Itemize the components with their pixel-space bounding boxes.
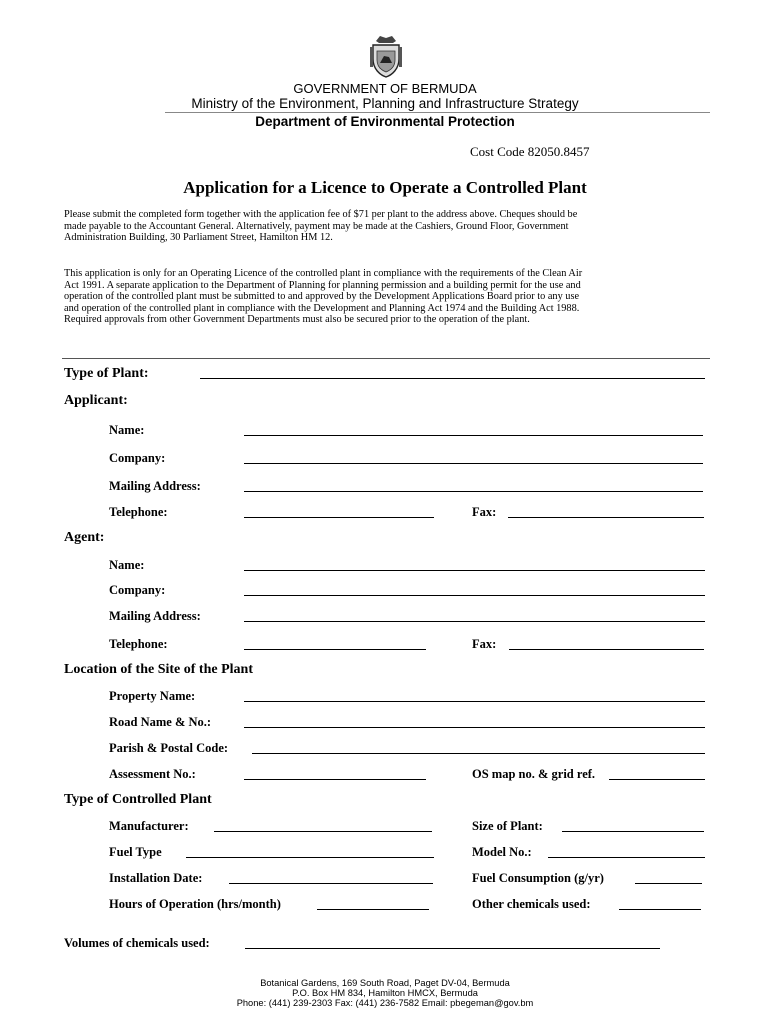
agent-fax-label: Fax:: [472, 637, 497, 651]
manufacturer-label: Manufacturer:: [109, 819, 189, 833]
volumes-field[interactable]: [245, 948, 660, 949]
cost-code: Cost Code 82050.8457: [470, 144, 590, 159]
model-no-label: Model No.:: [472, 845, 532, 859]
agent-mailing-label: Mailing Address:: [109, 609, 201, 623]
parish-postal-field[interactable]: [252, 753, 705, 754]
agent-telephone-label: Telephone:: [109, 637, 168, 651]
applicant-telephone-field[interactable]: [244, 517, 434, 518]
os-map-label: OS map no. & grid ref.: [472, 767, 596, 781]
fee-paragraph: Please submit the completed form together with the application fee of $71 per plant to the address above. Cheques should be made payable to the Accountant General. Alternatively, payment may be made at the Cashiers, Ground Floor, Government Administration Building, 30 Parliament Street, Hamilton HM 12.: [64, 209, 578, 244]
manufacturer-field[interactable]: [214, 831, 432, 832]
applicant-name-field[interactable]: [244, 435, 703, 436]
fuel-consumption-field[interactable]: [635, 883, 702, 884]
applicant-company-label: Company:: [109, 451, 166, 465]
location-heading: Location of the Site of the Plant: [64, 662, 253, 677]
footer-po-box: P.O. Box HM 834, Hamilton HMCX, Bermuda: [292, 988, 478, 998]
installation-date-label: Installation Date:: [109, 871, 203, 885]
ministry-title: Ministry of the Environment, Planning and Infrastructure Strategy: [191, 96, 579, 111]
header-divider: [165, 112, 710, 113]
type-of-plant-field[interactable]: [200, 378, 705, 379]
applicant-heading: Applicant:: [64, 393, 128, 408]
agent-heading: Agent:: [64, 530, 105, 545]
fuel-type-field[interactable]: [186, 857, 434, 858]
installation-date-field[interactable]: [229, 883, 433, 884]
scope-paragraph: This application is only for an Operating Licence of the controlled plant in compliance with the requirements of the Clean Air Act 1991. A separate application to the Department of Planning for planning permission and a building permit for the use and operation of the controlled plant must be submitted to and approved by the Development Applications Board prior to any use and operation of the controlled plant in compliance with the Development and Planning Act 1974 and the Building Act 1988. Required approvals from other Government Departments must also be secured prior to the operation of the plant.: [64, 268, 583, 326]
model-no-field[interactable]: [548, 857, 705, 858]
size-of-plant-label: Size of Plant:: [472, 819, 543, 833]
parish-postal-label: Parish & Postal Code:: [109, 741, 229, 755]
bermuda-coat-of-arms-icon: [366, 33, 406, 79]
fuel-consumption-label: Fuel Consumption (g/yr): [472, 871, 604, 885]
agent-telephone-field[interactable]: [244, 649, 426, 650]
form-divider: [62, 358, 710, 359]
applicant-fax-label: Fax:: [472, 505, 497, 519]
assessment-no-label: Assessment No.:: [109, 767, 196, 781]
volumes-label: Volumes of chemicals used:: [64, 936, 210, 950]
hours-of-operation-field[interactable]: [317, 909, 429, 910]
applicant-company-field[interactable]: [244, 463, 703, 464]
agent-mailing-field[interactable]: [244, 621, 705, 622]
other-chemicals-label: Other chemicals used:: [472, 897, 591, 911]
applicant-mailing-label: Mailing Address:: [109, 479, 201, 493]
size-of-plant-field[interactable]: [562, 831, 704, 832]
property-name-field[interactable]: [244, 701, 705, 702]
agent-company-field[interactable]: [244, 595, 705, 596]
agent-fax-field[interactable]: [509, 649, 704, 650]
property-name-label: Property Name:: [109, 689, 196, 703]
applicant-name-label: Name:: [109, 423, 145, 437]
road-name-label: Road Name & No.:: [109, 715, 212, 729]
form-title: Application for a Licence to Operate a Controlled Plant: [183, 178, 587, 197]
type-of-plant-label: Type of Plant:: [64, 366, 149, 381]
applicant-fax-field[interactable]: [508, 517, 704, 518]
applicant-mailing-field[interactable]: [244, 491, 703, 492]
footer-address: Botanical Gardens, 169 South Road, Paget DV-04, Bermuda: [260, 978, 510, 988]
agent-name-field[interactable]: [244, 570, 705, 571]
footer-contact: Phone: (441) 239-2303 Fax: (441) 236-7582 Email: pbegeman@gov.bm: [236, 998, 534, 1008]
road-name-field[interactable]: [244, 727, 705, 728]
agent-name-label: Name:: [109, 558, 145, 572]
department-title: Department of Environmental Protection: [255, 114, 515, 129]
fuel-type-label: Fuel Type: [109, 845, 162, 859]
agent-company-label: Company:: [109, 583, 166, 597]
controlled-plant-heading: Type of Controlled Plant: [64, 792, 212, 807]
assessment-no-field[interactable]: [244, 779, 426, 780]
other-chemicals-field[interactable]: [619, 909, 701, 910]
os-map-field[interactable]: [609, 779, 705, 780]
applicant-telephone-label: Telephone:: [109, 505, 168, 519]
hours-of-operation-label: Hours of Operation (hrs/month): [109, 897, 281, 911]
government-title: GOVERNMENT OF BERMUDA: [293, 81, 477, 96]
